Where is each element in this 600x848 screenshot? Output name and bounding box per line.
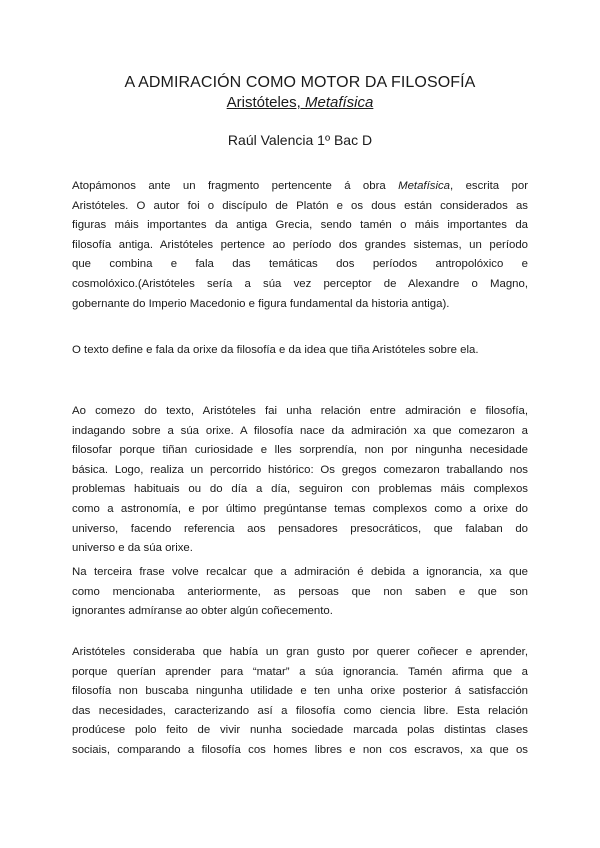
document-subtitle xyxy=(0,94,600,111)
paragraph-line: filosofar porque tiñan curiosidade e lles sorprendía, non por ningunha necesidade xyxy=(72,444,528,457)
paragraph-line: Aristóteles. O autor foi o discípulo de Platón e os dous están considerados as xyxy=(72,199,528,212)
paragraph-line: universo, facendo referencia aos pensadores presocráticos, que falaban do xyxy=(72,522,528,535)
paragraph-line: prodúcese polo feito de vivir nunha sociedade marcada polas distintas clases xyxy=(72,724,528,737)
paragraph-line: como mencionaba anteriormente, as persoas que non saben e que son xyxy=(72,585,528,598)
paragraph-analysis-2 xyxy=(72,563,528,622)
paragraph-analysis-3 xyxy=(72,643,528,761)
paragraph-line: sociais, comparando a filosofía cos homes libres e non cos escravos, xa que os xyxy=(72,743,528,756)
subtitle-work: Metafísica xyxy=(305,94,374,111)
paragraph-line: ignorantes admíranse ao obter algún coñecemento. xyxy=(72,605,333,618)
paragraph-line: indagando sobre a súa orixe. A filosofía nace da admiración xa que comezaron a xyxy=(72,424,528,437)
paragraph-line: como a astronomía, e por último pregúntanse temas complexos como a orixe do xyxy=(72,502,528,515)
paragraph-line: porque querían aprender para “matar” a súa ignorancia. Tamén afirma que a xyxy=(72,665,528,678)
paragraph-line: universo e da súa orixe. xyxy=(72,542,193,555)
paragraph-theme xyxy=(72,341,528,361)
subtitle-author: Aristóteles, xyxy=(226,94,305,111)
paragraph-line: que combina e fala das temáticas dos períodos antropolóxico e xyxy=(72,258,528,271)
document-title: A ADMIRACIÓN COMO MOTOR DA FILOSOFÍA xyxy=(124,74,476,91)
paragraph-line: Ao comezo do texto, Aristóteles fai unha relación entre admiración e filosofía, xyxy=(72,405,528,417)
document-byline: Raúl Valencia 1º Bac D xyxy=(227,132,373,148)
paragraph-line: Na terceira frase volve recalcar que a admiración é debida a ignorancia, xa que xyxy=(72,566,528,578)
paragraph-line: filosofía non buscaba ningunha utilidade e ten unha orixe posterior á satisfacción xyxy=(72,685,528,698)
paragraph-line: problemas habituais ou do día a día, seguiron con problemas máis complexos xyxy=(72,483,528,496)
paragraph-line: Atopámonos ante un fragmento pertencente á obra Metafísica, escrita por xyxy=(72,180,528,192)
paragraph-line: gobernante do Imperio Macedonio e figura fundamental da historia antiga). xyxy=(72,297,450,310)
paragraph-line: filosofía antiga. Aristóteles pertence ao período dos grandes sistemas, un período xyxy=(72,238,528,251)
paragraph-line: O texto define e fala da orixe da filosofía e da idea que tiña Aristóteles sobre ela. xyxy=(72,344,479,356)
paragraph-line: figuras máis importantes da antiga Grecia, sendo tamén o máis importantes da xyxy=(72,219,528,232)
paragraph-introduction xyxy=(72,177,528,314)
paragraph-analysis-1 xyxy=(72,402,528,559)
paragraph-line: das necesidades, caracterizando así a filosofía como ciencia libre. Esta relación xyxy=(72,704,528,717)
paragraph-line: Aristóteles consideraba que había un gran gusto por querer coñecer e aprender, xyxy=(72,646,528,658)
paragraph-line: básica. Logo, realiza un percorrido histórico: Os gregos comezaron traballando nos xyxy=(72,463,528,476)
paragraph-line: cosmolóxico.(Aristóteles sería a súa vez perceptor de Alexandre o Magno, xyxy=(72,277,528,290)
